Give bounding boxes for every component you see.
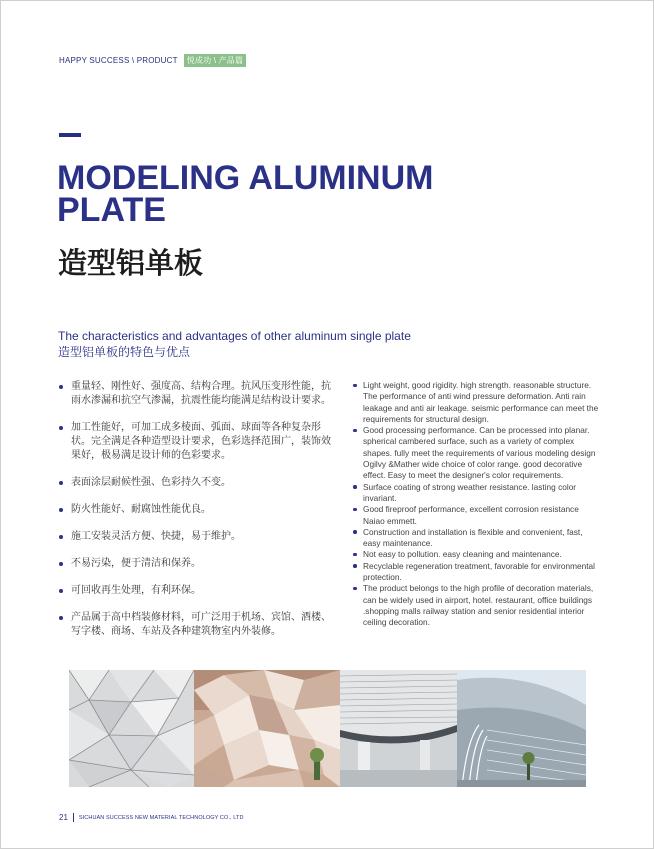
feature-en-item: Surface coating of strong weather resistance. lasting color invariant.: [352, 482, 600, 505]
feature-cn-item: 可回收再生处理，有利环保。: [57, 584, 339, 598]
photo-strip-ceiling: [340, 670, 457, 787]
feature-en-item: Recyclable regeneration treatment, favorable for environmental protection.: [352, 561, 600, 584]
section-header: [59, 54, 246, 67]
photo-building-exterior: [457, 670, 586, 787]
feature-en-item: Construction and installation is flexible and convenient, fast, easy maintenance.: [352, 527, 600, 550]
feature-en-item: The product belongs to the high profile of decoration materials, can be widely used in airport, hotel. restaurant, office buildings .shopping malls railway station and senior residential interior ceiling decoration.: [352, 583, 600, 628]
section-subtitle-en: The characteristics and advantages of other aluminum single plate: [58, 329, 411, 343]
feature-cn-item: 加工性能好，可加工成多棱面、弧面、球面等各种复杂形状。完全满足各种造型设计要求，色彩选择范围广，装饰效果好，极易满足设计师的色彩要求。: [57, 421, 339, 463]
page-title-en-line2: PLATE: [57, 191, 166, 229]
feature-cn-item: 防火性能好、耐腐蚀性能优良。: [57, 503, 339, 517]
page-title-en: [57, 159, 537, 229]
section-subtitle: [58, 328, 411, 360]
feature-en-item: Good processing performance. Can be processed into planar. spherical cambered surface, such as a variety of complex shapes. fully meet the requirements of various modeling design Ogilvy &Mather wide choice of color range. good decorative effect. Easy to meet the designer's color requirements.: [352, 425, 600, 481]
page-title-cn: 造型铝单板: [58, 246, 204, 280]
feature-cn-item: 产品属于高中档装修材料，可广泛用于机场、宾馆、酒楼、写字楼、商场、车站及各种建筑物室内外装修。: [57, 611, 339, 639]
page-title-en-line1: MODELING ALUMINUM: [57, 159, 434, 197]
section-header-label: HAPPY SUCCESS \ PRODUCT: [59, 56, 178, 65]
feature-en-item: Good fireproof performance, excellent corrosion resistance Naiao emmett.: [352, 504, 600, 527]
features-list-cn: [57, 380, 339, 652]
section-subtitle-cn: 造型铝单板的特色与优点: [58, 345, 191, 359]
feature-en-item: Light weight, good rigidity. high strength. reasonable structure. The performance of anti wind pressure deformation. Anti rain leakage and anti air leakage. seismic performance can meet the requirements for structural design.: [352, 380, 600, 425]
page-number: 21: [59, 813, 68, 822]
footer-divider: [73, 813, 74, 822]
features-list-en: [352, 380, 600, 629]
section-header-chip: 悦成功 \ 产品篇: [184, 54, 246, 67]
feature-cn-item: 重量轻、刚性好、强度高、结构合理。抗风压变形性能，抗雨水渗漏和抗空气渗漏，抗震性能均能满足结构设计要求。: [57, 380, 339, 408]
feature-cn-item: 不易污染，便于清洁和保养。: [57, 557, 339, 571]
photo-triangle-ceiling: [69, 670, 194, 787]
title-accent-bar: [59, 133, 81, 137]
feature-cn-item: 表面涂层耐候性强、色彩持久不变。: [57, 476, 339, 490]
feature-en-item: Not easy to pollution. easy cleaning and maintenance.: [352, 549, 600, 560]
feature-cn-item: 施工安装灵活方便、快捷，易于维护。: [57, 530, 339, 544]
product-photo-strip: [69, 670, 586, 787]
company-name: SICHUAN SUCCESS NEW MATERIAL TECHNOLOGY CO., LTD: [78, 814, 244, 821]
page-footer: [59, 813, 244, 822]
photo-sculpted-wall: [194, 670, 340, 787]
